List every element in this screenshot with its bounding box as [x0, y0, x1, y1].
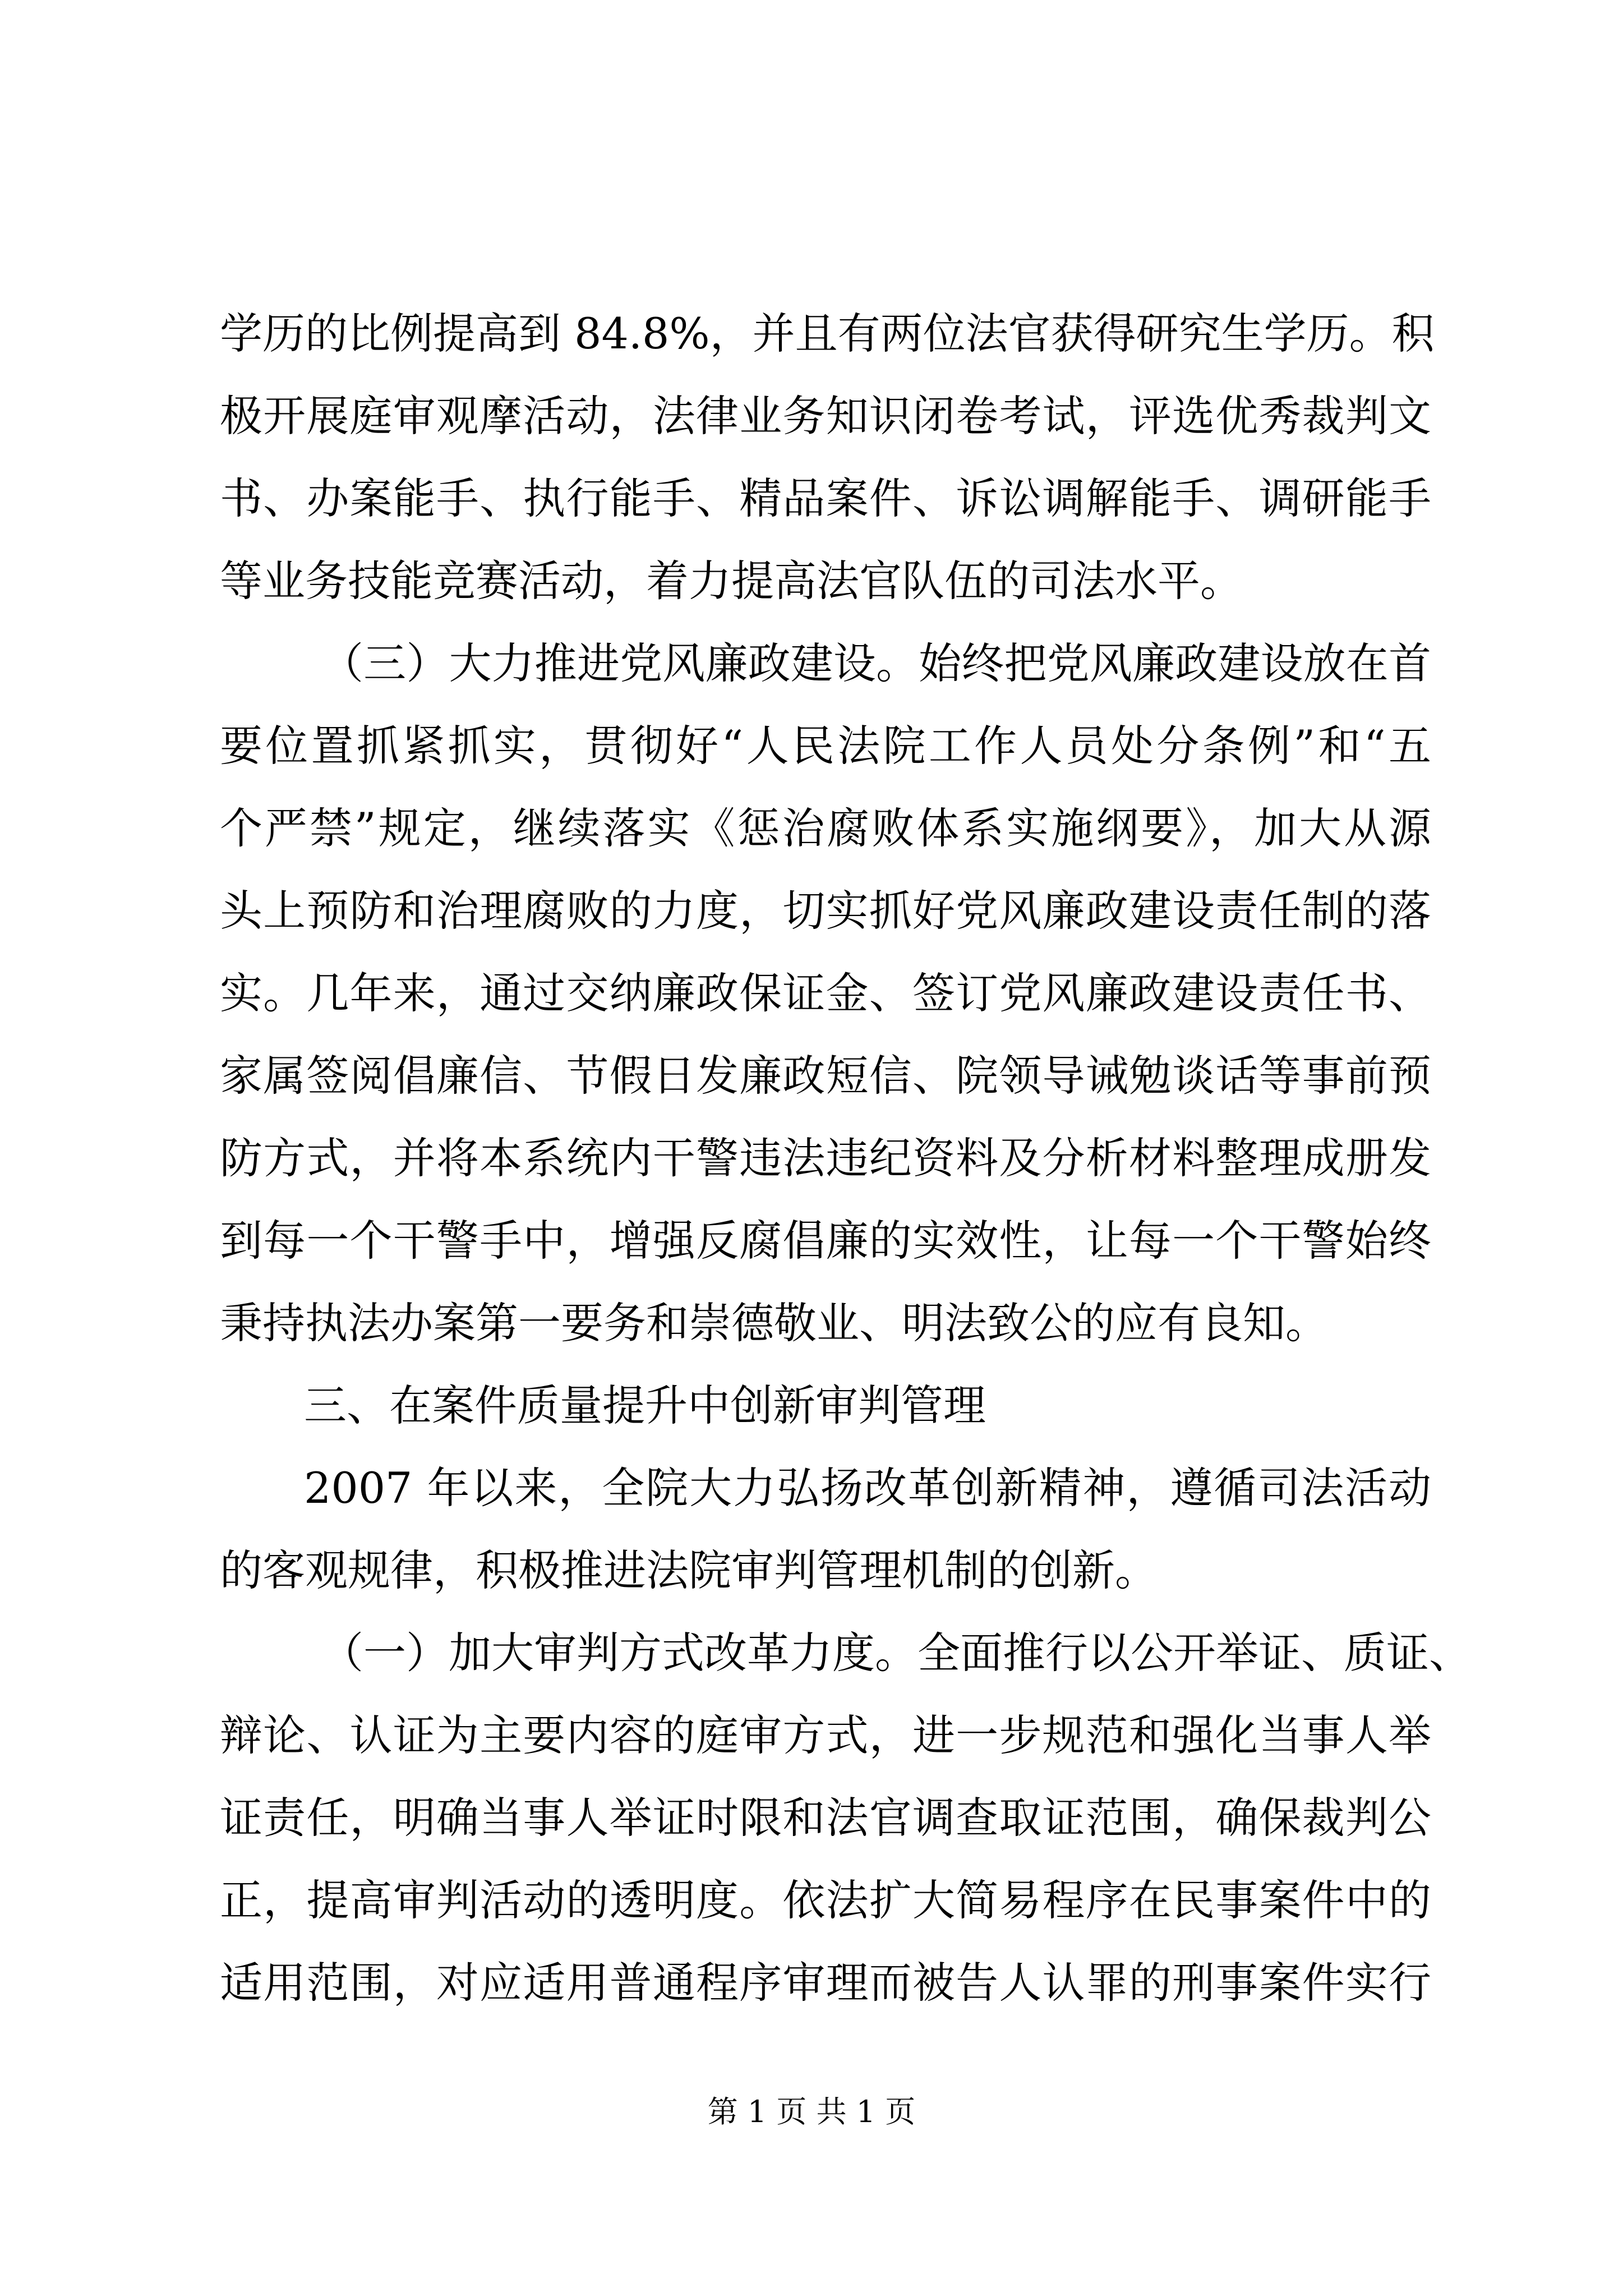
- text-line: 到每一个干警手中，增强反腐倡廉的实效性，让每一个干警始终: [220, 1216, 1431, 1266]
- text-line: （三）大力推进党风廉政建设。始终把党风廉政建设放在首: [321, 638, 1431, 688]
- text-line: 家属签阅倡廉信、节假日发廉政短信、院领导诫勉谈话等事前预: [220, 1051, 1431, 1101]
- text-line: 书、办案能手、执行能手、精品案件、诉讼调解能手、调研能手: [220, 473, 1431, 523]
- text-line: 学历的比例提高到 84.8%，并且有两位法官获得研究生学历。积: [220, 309, 1435, 358]
- text-line: 正，提高审判活动的透明度。依法扩大简易程序在民事案件中的: [220, 1875, 1431, 1925]
- text-line: 适用范围，对应适用普通程序审理而被告人认罪的刑事案件实行: [220, 1958, 1431, 2008]
- text-line: 个严禁”规定，继续落实《惩治腐败体系实施纲要》，加大从源: [220, 803, 1431, 853]
- text-line: 极开展庭审观摩活动，法律业务知识闭卷考试，评选优秀裁判文: [220, 391, 1431, 441]
- text-line: 辩论、认证为主要内容的庭审方式，进一步规范和强化当事人举: [220, 1710, 1431, 1760]
- text-line: 证责任，明确当事人举证时限和法官调查取证范围，确保裁判公: [220, 1793, 1431, 1843]
- section-heading: 三、在案件质量提升中创新审判管理: [304, 1381, 986, 1430]
- text-line: （一）加大审判方式改革力度。全面推行以公开举证、质证、: [321, 1628, 1472, 1678]
- text-line: 的客观规律，积极推进法院审判管理机制的创新。: [220, 1545, 1158, 1595]
- page-footer: 第 1 页 共 1 页: [707, 2094, 916, 2129]
- text-line: 头上预防和治理腐败的力度，切实抓好党风廉政建设责任制的落: [220, 886, 1431, 936]
- text-line: 防方式，并将本系统内干警违法违纪资料及分析材料整理成册发: [220, 1133, 1431, 1183]
- text-line: 实。几年来，通过交纳廉政保证金、签订党风廉政建设责任书、: [220, 968, 1431, 1018]
- text-line: 秉持执法办案第一要务和崇德敬业、明法致公的应有良知。: [220, 1298, 1328, 1348]
- text-line: 2007 年以来，全院大力弘扬改革创新精神，遵循司法活动: [304, 1463, 1431, 1513]
- text-line: 等业务技能竞赛活动，着力提高法官队伍的司法水平。: [220, 556, 1243, 606]
- text-line: 要位置抓紧抓实，贯彻好“人民法院工作人员处分条例”和“五: [220, 721, 1431, 771]
